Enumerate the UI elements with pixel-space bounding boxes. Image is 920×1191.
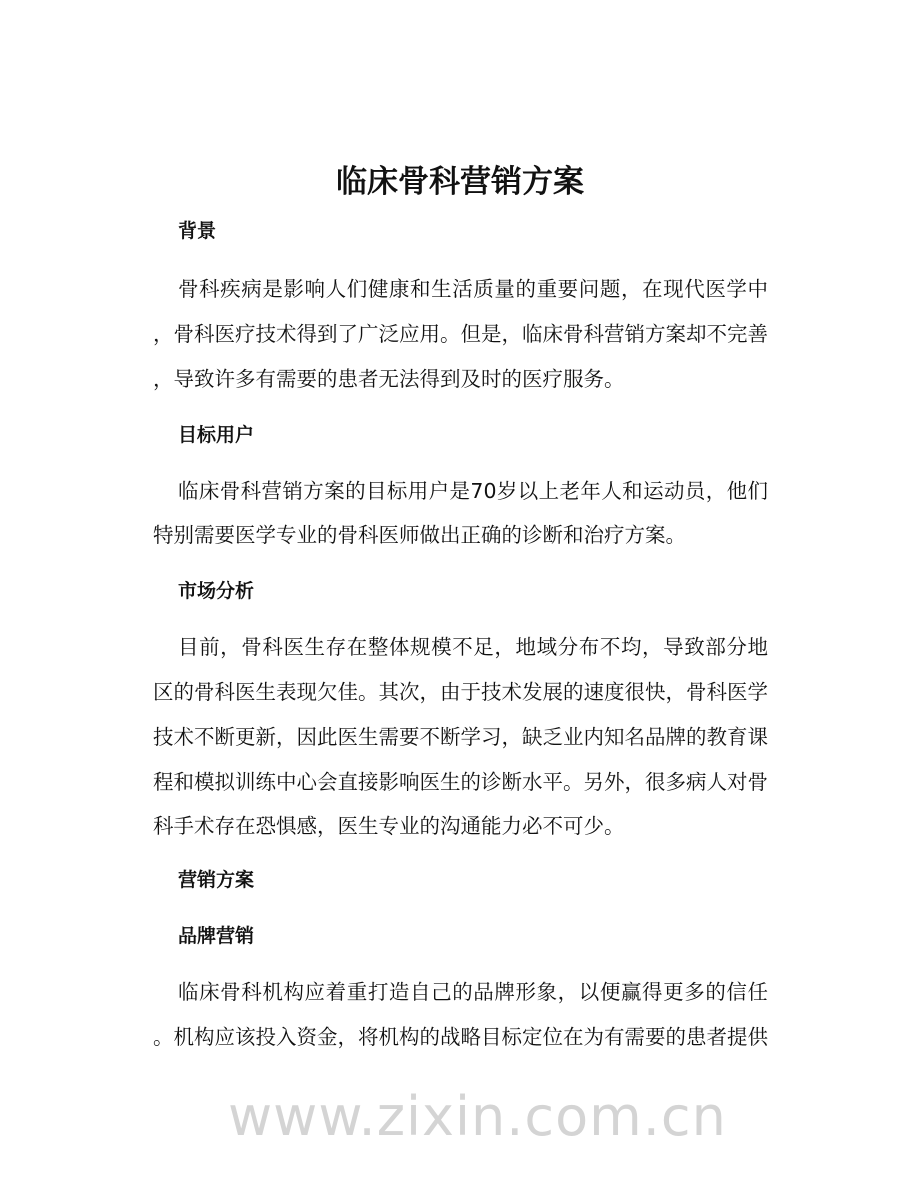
paragraph-line: 区的骨科医生表现欠佳。其次，由于技术发展的速度很快，骨科医学 <box>153 680 768 704</box>
paragraph-line: 科手术存在恐惧感，医生专业的沟通能力必不可少。 <box>153 814 625 838</box>
heading-background: 背景 <box>178 220 217 242</box>
heading-marketing-plan: 营销方案 <box>178 869 255 891</box>
paragraph-line: ，导致许多有需要的患者无法得到及时的医疗服务。 <box>153 367 625 391</box>
paragraph-line: 程和模拟训练中心会直接影响医生的诊断水平。另外，很多病人对骨 <box>153 770 768 794</box>
heading-target-users: 目标用户 <box>178 424 255 446</box>
paragraph-line: ，骨科医疗技术得到了广泛应用。但是，临床骨科营销方案却不完善 <box>153 322 768 346</box>
watermark: www.zixin.com.cn <box>228 1085 727 1148</box>
paragraph-line: 临床骨科机构应着重打造自己的品牌形象，以便赢得更多的信任 <box>178 980 768 1004</box>
paragraph-line: 骨科疾病是影响人们健康和生活质量的重要问题，在现代医学中 <box>178 277 768 301</box>
paragraph-line: 临床骨科营销方案的目标用户是70岁以上老年人和运动员，他们 <box>178 479 768 503</box>
document-title: 临床骨科营销方案 <box>336 164 584 200</box>
heading-market-analysis: 市场分析 <box>178 580 255 602</box>
paragraph-line: 技术不断更新，因此医生需要不断学习，缺乏业内知名品牌的教育课 <box>153 725 768 749</box>
paragraph-line: 特别需要医学专业的骨科医师做出正确的诊断和治疗方案。 <box>153 523 686 547</box>
paragraph-line: 目前，骨科医生存在整体规模不足，地域分布不均，导致部分地 <box>178 635 768 659</box>
heading-brand-marketing: 品牌营销 <box>178 925 255 947</box>
paragraph-line: 。机构应该投入资金，将机构的战略目标定位在为有需要的患者提供 <box>153 1025 768 1049</box>
